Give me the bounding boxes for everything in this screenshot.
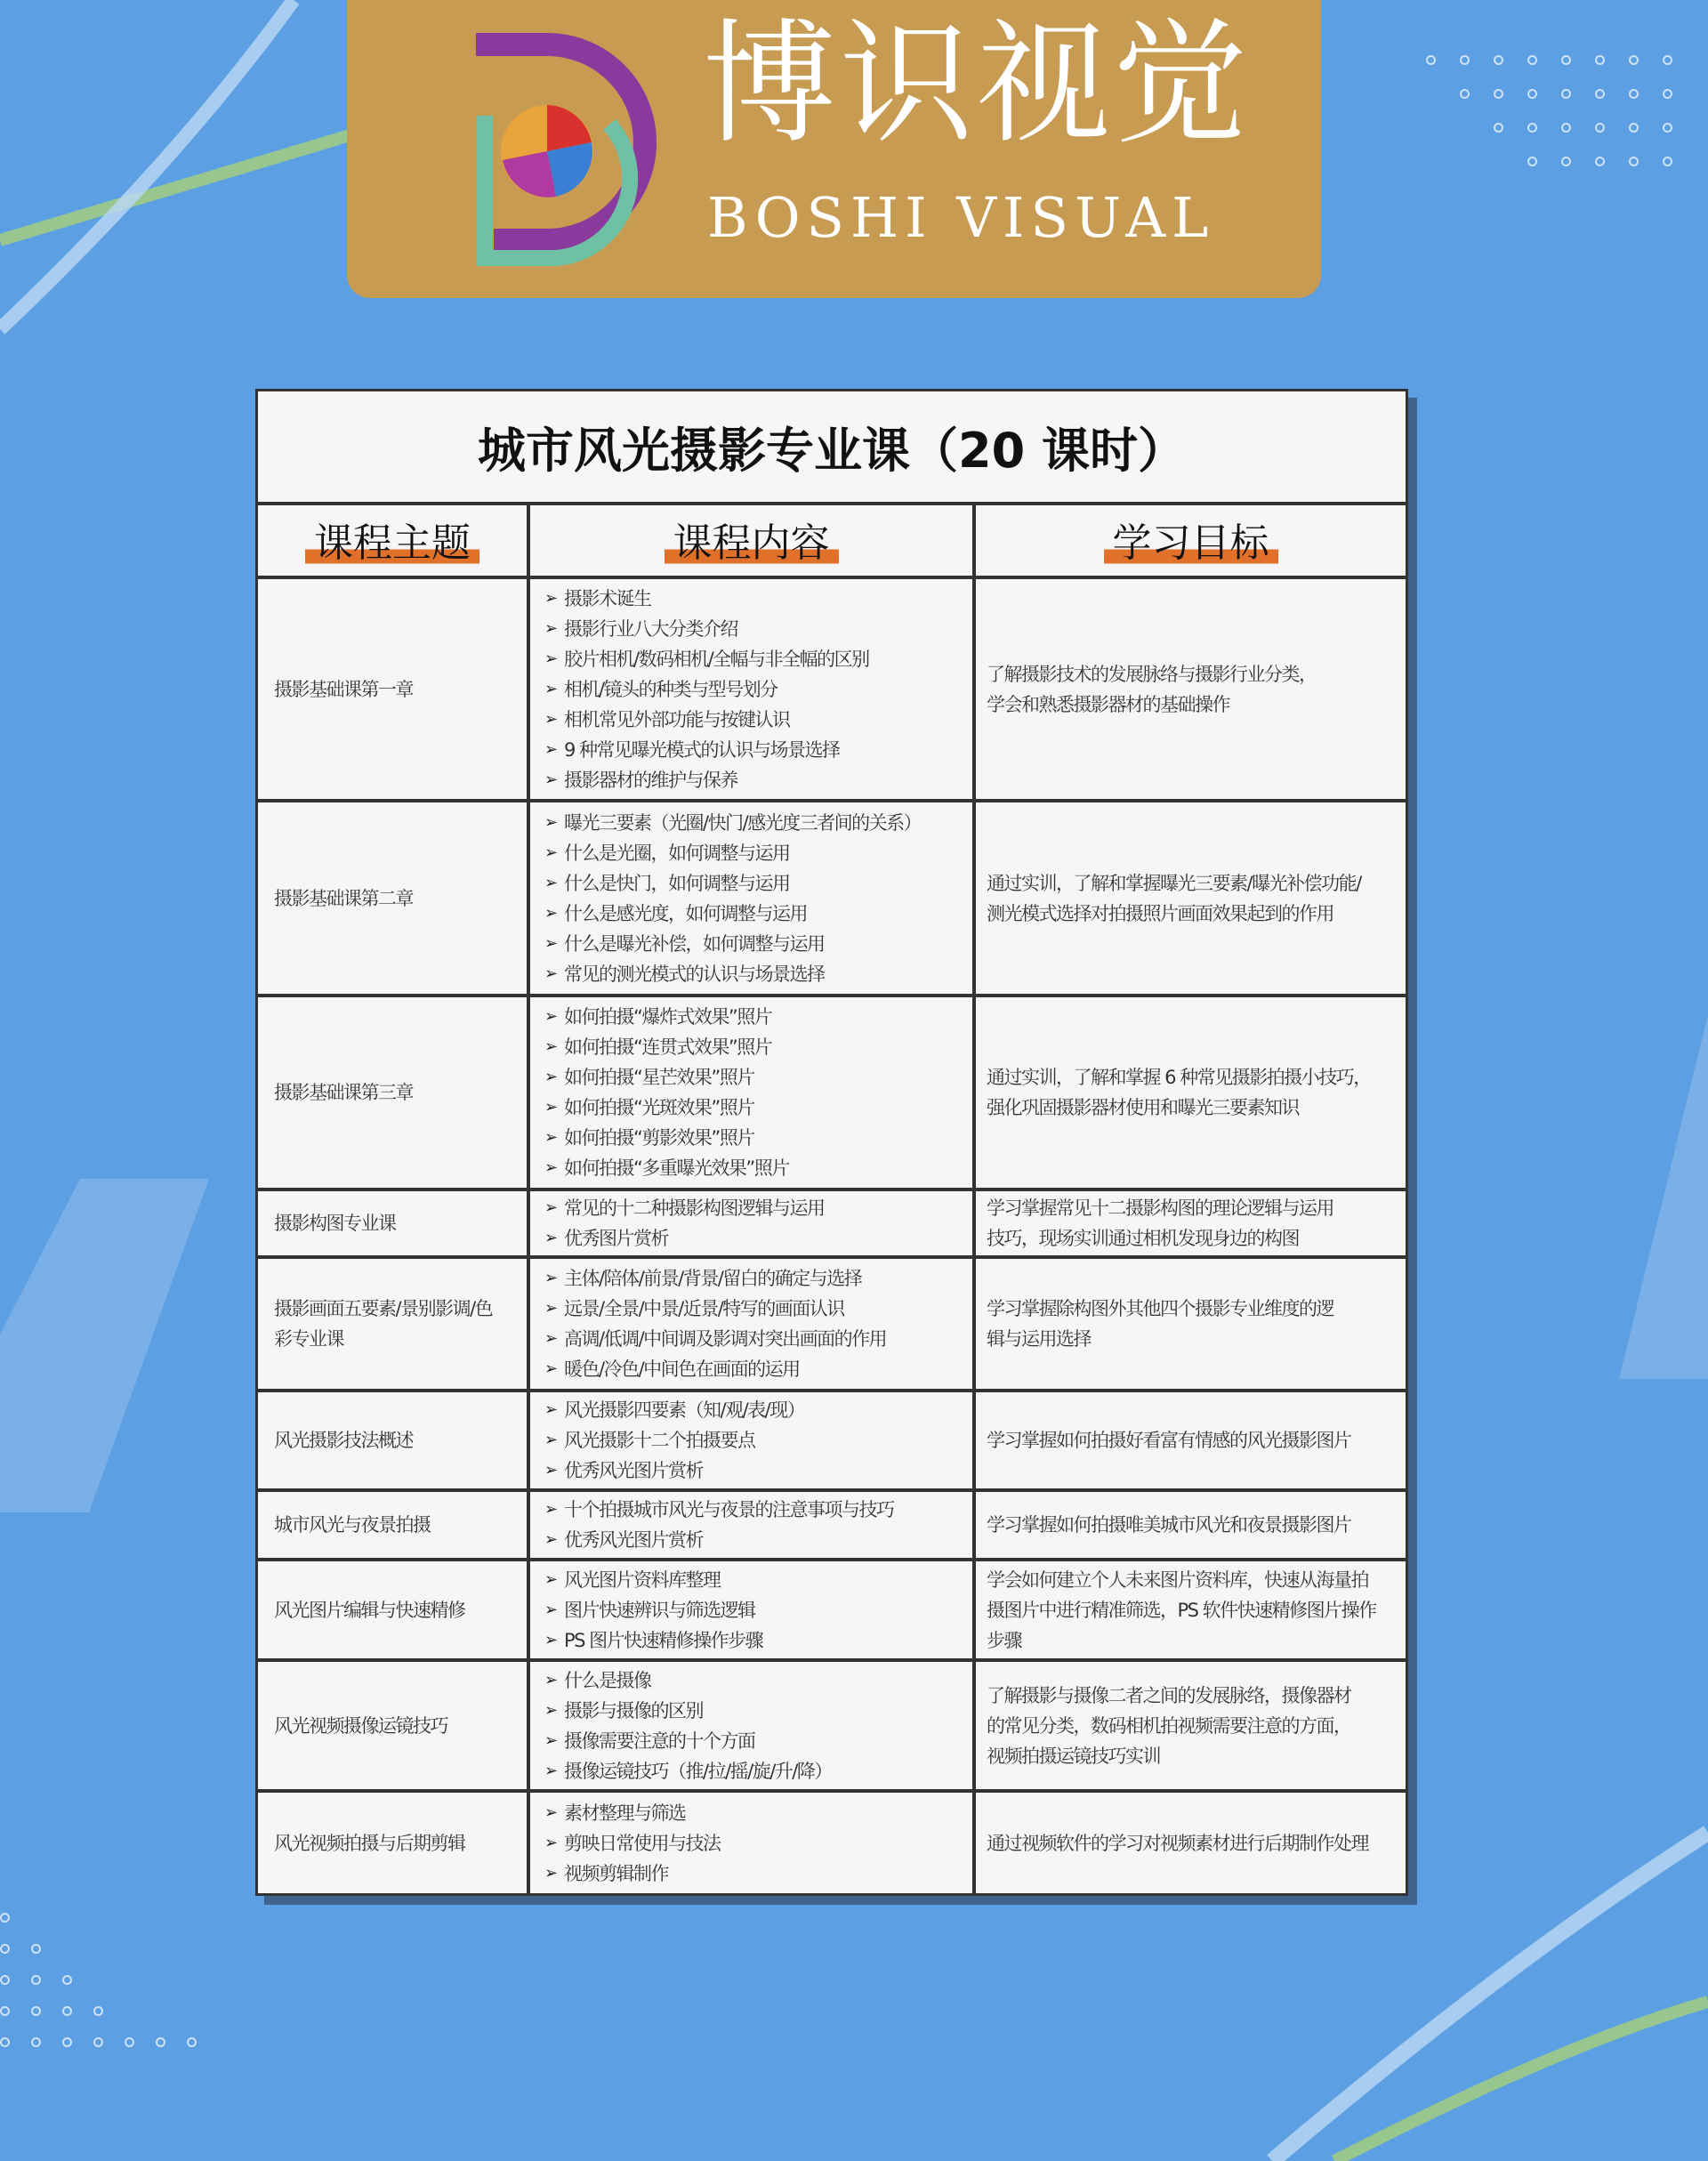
content-item: ➢ 素材整理与筛选 <box>544 1798 972 1828</box>
content-item: ➢ PS 图片快速精修操作步骤 <box>544 1625 972 1656</box>
arrow-bullet-icon: ➢ <box>544 1400 559 1419</box>
content-item: ➢ 暖色/冷色/中间色在画面的运用 <box>544 1354 972 1384</box>
arrow-bullet-icon: ➢ <box>544 739 559 759</box>
table-row <box>258 1191 1406 1259</box>
logo-icon <box>458 18 672 276</box>
arrow-bullet-icon: ➢ <box>544 1530 559 1549</box>
content-item: ➢ 摄像运镜技巧（推/拉/摇/旋/升/降） <box>544 1756 972 1786</box>
arrow-bullet-icon: ➢ <box>544 903 559 923</box>
content-item: ➢ 曝光三要素（光圈/快门/感光度三者间的关系） <box>544 808 972 838</box>
content-item: ➢ 相机/镜头的种类与型号划分 <box>544 674 972 705</box>
goal-line: 技巧，现场实训通过相机发现身边的构图 <box>987 1228 1299 1249</box>
arrow-bullet-icon: ➢ <box>544 1569 559 1589</box>
header-goal: 学习目标 <box>1104 519 1278 568</box>
goal-line: 步骤 <box>987 1629 1021 1651</box>
course-topic: 风光视频拍摄与后期剪辑 <box>274 1832 465 1854</box>
course-topic: 摄影基础课第一章 <box>274 678 413 700</box>
content-item: ➢ 摄像需要注意的十个方面 <box>544 1726 972 1756</box>
goal-line: 通过视频软件的学习对视频素材进行后期制作处理 <box>987 1832 1368 1854</box>
content-item: ➢ 如何拍摄“爆炸式效果”照片 <box>544 1002 972 1032</box>
arrow-bullet-icon: ➢ <box>544 1863 559 1883</box>
arrow-bullet-icon: ➢ <box>544 1128 559 1147</box>
content-item: ➢ 如何拍摄“多重曝光效果”照片 <box>544 1153 972 1183</box>
arrow-bullet-icon: ➢ <box>544 1431 559 1449</box>
goal-line: 了解摄影与摄像二者之间的发展脉络，摄像器材 <box>987 1684 1351 1706</box>
arrow-bullet-icon: ➢ <box>544 1158 559 1177</box>
arrow-bullet-icon: ➢ <box>544 588 559 608</box>
arrow-bullet-icon: ➢ <box>544 679 559 698</box>
arrow-bullet-icon: ➢ <box>544 1802 559 1822</box>
table-row <box>258 1793 1406 1893</box>
arrow-bullet-icon: ➢ <box>544 843 559 862</box>
arrow-bullet-icon: ➢ <box>544 1098 559 1117</box>
course-topic: 摄影构图专业课 <box>274 1213 396 1234</box>
course-topic: 摄影画面五要素/景别影调/色彩专业课 <box>274 1298 493 1350</box>
content-item: ➢ 如何拍摄“剪影效果”照片 <box>544 1123 972 1153</box>
header-content: 课程内容 <box>665 519 839 568</box>
arrow-bullet-icon: ➢ <box>544 618 559 638</box>
decorative-dots <box>1426 55 1672 166</box>
goal-line: 了解摄影技术的发展脉络与摄影行业分类， <box>987 663 1317 685</box>
course-topic: 风光图片编辑与快速精修 <box>274 1599 465 1621</box>
arrow-bullet-icon: ➢ <box>544 1700 559 1720</box>
arrow-bullet-icon: ➢ <box>544 770 559 789</box>
arrow-bullet-icon: ➢ <box>544 1068 559 1086</box>
content-item: ➢ 高调/低调/中间调及影调对突出画面的作用 <box>544 1324 972 1354</box>
course-topic: 风光摄影技法概述 <box>274 1430 413 1451</box>
goal-line: 摄图片中进行精准筛选，PS 软件快速精修图片操作 <box>987 1599 1376 1621</box>
goal-line: 测光模式选择对拍摄照片画面效果起到的作用 <box>987 902 1333 924</box>
arrow-bullet-icon: ➢ <box>544 1329 559 1348</box>
content-item: ➢ 常见的十二种摄影构图逻辑与运用 <box>544 1193 972 1223</box>
content-item: ➢ 摄影与摄像的区别 <box>544 1696 972 1726</box>
arrow-bullet-icon: ➢ <box>544 1229 559 1247</box>
course-table <box>255 389 1408 1896</box>
goal-line: 视频拍摄运镜技巧实训 <box>987 1745 1160 1767</box>
content-item: ➢ 什么是感光度，如何调整与运用 <box>544 899 972 929</box>
arrow-bullet-icon: ➢ <box>544 1007 559 1026</box>
content-item: ➢ 风光摄影四要素（知/观/表/现） <box>544 1395 972 1425</box>
content-item: ➢ 什么是快门，如何调整与运用 <box>544 868 972 899</box>
table-row <box>258 1662 1406 1793</box>
header-row <box>258 505 1406 579</box>
content-item: ➢ 优秀风光图片赏析 <box>544 1455 972 1486</box>
goal-line: 强化巩固摄影器材使用和曝光三要素知识 <box>987 1097 1299 1118</box>
content-item: ➢ 优秀风光图片赏析 <box>544 1525 972 1555</box>
table-row <box>258 1492 1406 1561</box>
header-topic: 课程主题 <box>305 519 479 568</box>
course-topic: 摄影基础课第三章 <box>274 1082 413 1103</box>
content-item: ➢ 风光图片资料库整理 <box>544 1565 972 1595</box>
table-row <box>258 1561 1406 1662</box>
table-row <box>258 997 1406 1191</box>
course-topic: 摄影基础课第二章 <box>274 887 413 909</box>
content-item: ➢ 如何拍摄“星芒效果”照片 <box>544 1062 972 1093</box>
decorative-dots-bottom <box>0 1913 197 2047</box>
content-item: ➢ 9 种常见曝光模式的认识与场景选择 <box>544 735 972 765</box>
content-item: ➢ 摄影器材的维护与保养 <box>544 765 972 795</box>
table-row <box>258 1392 1406 1492</box>
arrow-bullet-icon: ➢ <box>544 1600 559 1619</box>
content-item: ➢ 相机常见外部功能与按键认识 <box>544 705 972 735</box>
table-title: 城市风光摄影专业课（20 课时） <box>258 391 1406 505</box>
table-row <box>258 579 1406 802</box>
arrow-bullet-icon: ➢ <box>544 1299 559 1318</box>
course-topic: 城市风光与夜景拍摄 <box>274 1514 431 1536</box>
table-row <box>258 1259 1406 1392</box>
content-item: ➢ 剪映日常使用与技法 <box>544 1828 972 1859</box>
content-item: ➢ 摄影行业八大分类介绍 <box>544 614 972 644</box>
brand-name-cn: 博识视觉 <box>703 7 1252 162</box>
content-item: ➢ 如何拍摄“连贯式效果”照片 <box>544 1032 972 1062</box>
arrow-bullet-icon: ➢ <box>544 1461 559 1480</box>
goal-line: 学习掌握常见十二摄影构图的理论逻辑与运用 <box>987 1197 1333 1219</box>
goal-line: 学会和熟悉摄影器材的基础操作 <box>987 693 1229 715</box>
content-item: ➢ 摄影术诞生 <box>544 584 972 614</box>
arrow-bullet-icon: ➢ <box>544 1833 559 1852</box>
goal-line: 通过实训，了解和掌握曝光三要素/曝光补偿功能/ <box>987 872 1361 894</box>
arrow-bullet-icon: ➢ <box>544 1670 559 1689</box>
arrow-bullet-icon: ➢ <box>544 933 559 953</box>
goal-line: 通过实训，了解和掌握 6 种常见摄影拍摄小技巧， <box>987 1067 1371 1088</box>
arrow-bullet-icon: ➢ <box>544 1037 559 1056</box>
content-item: ➢ 什么是摄像 <box>544 1665 972 1696</box>
arrow-bullet-icon: ➢ <box>544 1269 559 1287</box>
content-item: ➢ 胶片相机/数码相机/全幅与非全幅的区别 <box>544 644 972 674</box>
arrow-bullet-icon: ➢ <box>544 873 559 892</box>
course-topic: 风光视频摄像运镜技巧 <box>274 1714 447 1737</box>
table-row <box>258 802 1406 997</box>
goal-line: 学习掌握如何拍摄唯美城市风光和夜景摄影图片 <box>987 1514 1351 1536</box>
arrow-bullet-icon: ➢ <box>544 1761 559 1780</box>
goal-line: 辑与运用选择 <box>987 1328 1091 1350</box>
arrow-bullet-icon: ➢ <box>544 1500 559 1519</box>
content-item: ➢ 什么是曝光补偿，如何调整与运用 <box>544 929 972 959</box>
content-item: ➢ 常见的测光模式的认识与场景选择 <box>544 959 972 989</box>
arrow-bullet-icon: ➢ <box>544 1359 559 1378</box>
brand-name-en: BOSHI VISUAL <box>707 185 1215 250</box>
arrow-bullet-icon: ➢ <box>544 812 559 832</box>
goal-line: 的常见分类，数码相机拍视频需要注意的方面， <box>987 1714 1351 1737</box>
arrow-bullet-icon: ➢ <box>544 1198 559 1217</box>
brand-banner <box>347 0 1321 298</box>
content-item: ➢ 优秀图片赏析 <box>544 1223 972 1254</box>
arrow-bullet-icon: ➢ <box>544 1630 559 1649</box>
content-item: ➢ 如何拍摄“光斑效果”照片 <box>544 1093 972 1123</box>
goal-line: 学习掌握如何拍摄好看富有情感的风光摄影图片 <box>987 1430 1351 1451</box>
content-item: ➢ 风光摄影十二个拍摄要点 <box>544 1425 972 1455</box>
content-item: ➢ 远景/全景/中景/近景/特写的画面认识 <box>544 1294 972 1324</box>
arrow-bullet-icon: ➢ <box>544 1730 559 1750</box>
content-item: ➢ 主体/陪体/前景/背景/留白的确定与选择 <box>544 1263 972 1294</box>
content-item: ➢ 视频剪辑制作 <box>544 1859 972 1889</box>
goal-line: 学会如何建立个人未来图片资料库，快速从海量拍 <box>987 1568 1368 1591</box>
arrow-bullet-icon: ➢ <box>544 709 559 729</box>
goal-line: 学习掌握除构图外其他四个摄影专业维度的逻 <box>987 1298 1333 1319</box>
content-item: ➢ 十个拍摄城市风光与夜景的注意事项与技巧 <box>544 1495 972 1525</box>
arrow-bullet-icon: ➢ <box>544 964 559 983</box>
content-item: ➢ 图片快速辨识与筛选逻辑 <box>544 1595 972 1625</box>
content-item: ➢ 什么是光圈，如何调整与运用 <box>544 838 972 868</box>
arrow-bullet-icon: ➢ <box>544 649 559 668</box>
